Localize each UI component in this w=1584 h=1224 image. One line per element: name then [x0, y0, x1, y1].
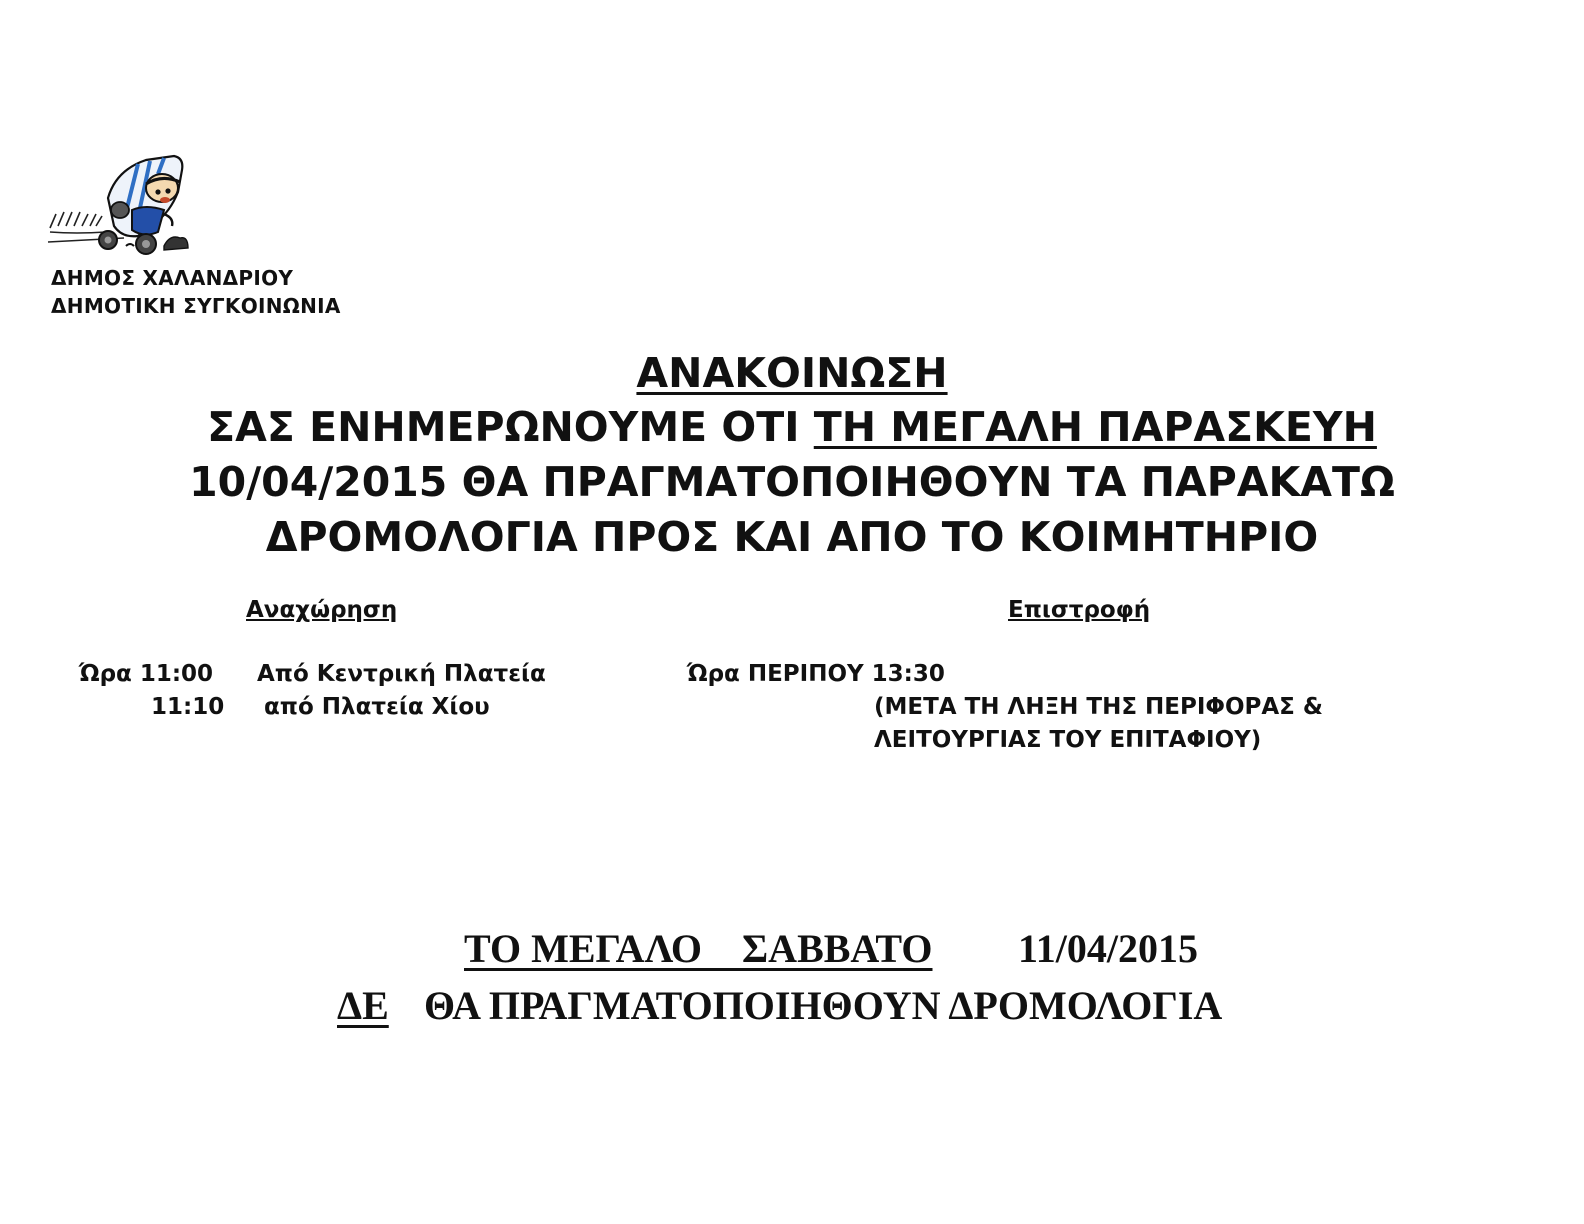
municipality-name: ΔΗΜΟΣ ΧΑΛΑΝΔΡΙΟΥ [51, 266, 294, 290]
departure-place-1: Από Κεντρική Πλατεία [257, 661, 546, 687]
announcement-line-2-prefix: ΣΑΣ ΕΝΗΜΕΡΩΝΟΥΜΕ ΟΤΙ [207, 403, 814, 451]
announcement-line-2 [0, 400, 1584, 454]
departure-time-1: Ώρα 11:00 [79, 661, 214, 687]
holy-saturday-date: 11/04/2015 [1018, 926, 1199, 971]
transport-service-name: ΔΗΜΟΤΙΚΗ ΣΥΓΚΟΙΝΩΝΙΑ [51, 294, 341, 318]
return-note-line-2: ΛΕΙΤΟΥΡΓΙΑΣ ΤΟΥ ΕΠΙΤΑΦΙΟΥ) [874, 727, 1262, 753]
announcement-title-text: ΑΝΑΚΟΙΝΩΣΗ [636, 349, 948, 397]
no-service-emphasis: ΔΕ [337, 983, 389, 1028]
return-header: Επιστροφή [1008, 597, 1151, 623]
return-time: Ώρα ΠΕΡΙΠΟΥ 13:30 [687, 661, 945, 687]
announcement-line-3: 10/04/2015 ΘΑ ΠΡΑΓΜΑΤΟΠΟΙΗΘΟΥΝ ΤΑ ΠΑΡΑΚΑΤΩ [189, 458, 1395, 506]
no-service-text: ΘΑ ΠΡΑΓΜΑΤΟΠΟΙΗΘΟΥΝ ΔΡΟΜΟΛΟΓΙΑ [424, 983, 1223, 1028]
return-note-line-1: (ΜΕΤΑ ΤΗ ΛΗΞΗ ΤΗΣ ΠΕΡΙΦΟΡΑΣ & [874, 694, 1323, 720]
departure-time-2: 11:10 [151, 694, 225, 720]
departure-place-2: από Πλατεία Χίου [264, 694, 490, 720]
announcement-line-4: ΔΡΟΜΟΛΟΓΙΑ ΠΡΟΣ ΚΑΙ ΑΠΟ ΤΟ ΚΟΙΜΗΤΗΡΙΟ [265, 513, 1319, 561]
holy-saturday-emphasis: ΤΟ ΜΕΓΑΛΟ ΣΑΒΒΑΤΟ [464, 926, 933, 971]
bus-mascot-logo [46, 152, 191, 260]
departure-header: Αναχώρηση [246, 597, 398, 623]
announcement-title [0, 346, 1584, 400]
good-friday-emphasis: ΤΗ ΜΕΓΑΛΗ ΠΑΡΑΣΚΕΥΗ [813, 403, 1377, 451]
